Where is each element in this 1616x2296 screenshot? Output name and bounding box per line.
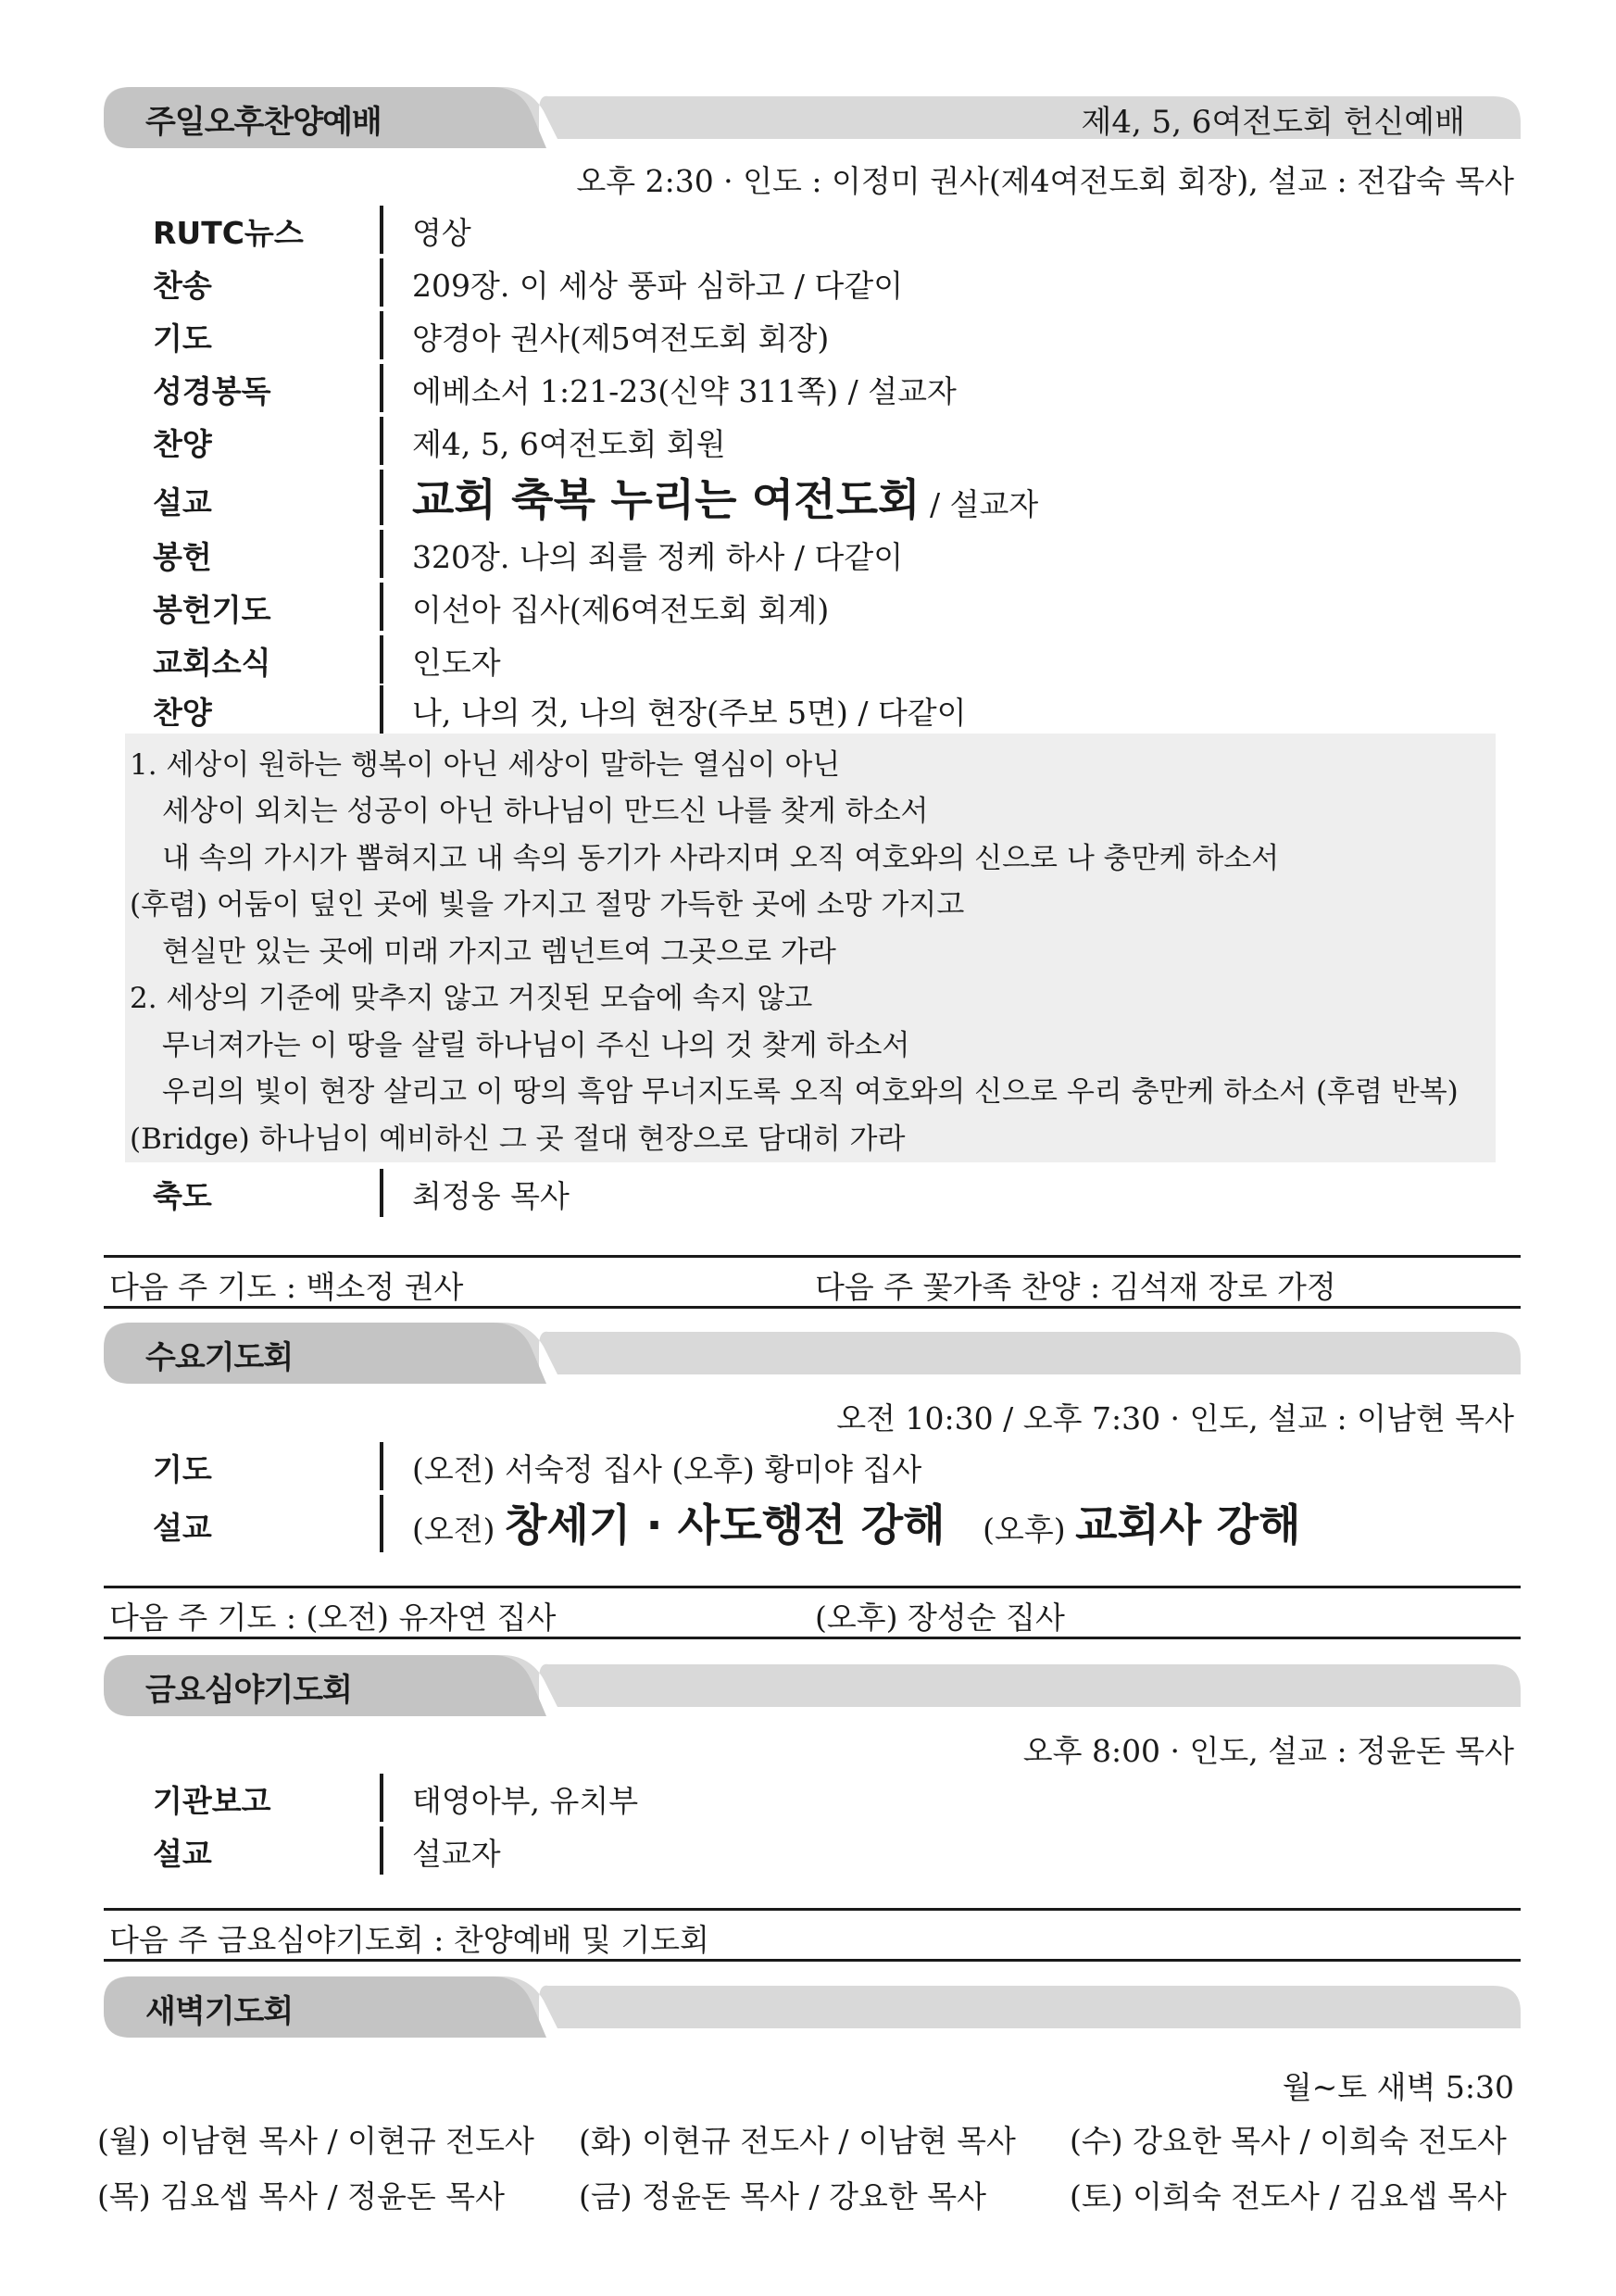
order-label: RUTC뉴스 [153,215,304,251]
order-value: 이선아 집사(제6여전도회 회계) [412,592,830,628]
divider [380,583,383,631]
order-label: 찬양 [153,426,212,462]
divider-line [104,1959,1521,1962]
order-label: 봉헌기도 [153,592,271,628]
divider-line [104,1637,1521,1639]
section-title: 새벽기도회 [145,1993,294,2030]
divider-line [104,1908,1521,1911]
lyric-line: 1. 세상이 원하는 행복이 아닌 세상이 말하는 열심이 아닌 [130,748,841,782]
order-label: 기관보고 [153,1783,271,1819]
order-label: 찬양 [153,695,212,731]
next-week-prayer-am: 다음 주 기도 : (오전) 유자연 집사 [109,1600,557,1636]
dawn-day: (토) 이희숙 전도사 / 김요셉 목사 [1070,2178,1507,2214]
order-label: 성경봉독 [153,373,271,409]
order-value: 에베소서 1:21-23(신약 311쪽) / 설교자 [412,373,957,409]
divider-line [104,1255,1521,1258]
service-info: 오후 8:00 · 인도, 설교 : 정윤돈 목사 [1022,1733,1514,1769]
order-value: 320장. 나의 죄를 정케 하사 / 다같이 [412,539,904,575]
dawn-day: (월) 이남현 목사 / 이현규 전도사 [97,2123,534,2159]
lyric-line: 내 속의 가시가 뽑혀지고 내 속의 동기가 사라지며 오직 여호와의 신으로 나 충만케 하소서 [162,842,1280,875]
order-value: (오전) 서숙정 집사 (오후) 황미야 집사 [412,1451,922,1487]
section-header-friday [104,1653,1521,1718]
lyric-line: 무너져가는 이 땅을 살릴 하나님이 주신 나의 것 찾게 하소서 [162,1029,910,1062]
order-label: 교회소식 [153,645,271,681]
divider-line [104,1586,1521,1588]
order-label: 설교 [153,1836,212,1872]
section-header-sunday [104,85,1521,150]
service-subtitle: 제4, 5, 6여전도회 헌신예배 [1081,104,1465,141]
service-info: 오전 10:30 / 오후 7:30 · 인도, 설교 : 이남현 목사 [836,1400,1514,1437]
section-title: 금요심야기도회 [145,1672,352,1709]
sermon-titles [412,1491,1300,1553]
section-title: 수요기도회 [145,1339,294,1376]
divider [380,1495,383,1552]
divider [380,311,383,359]
divider [380,685,383,734]
divider [380,530,383,578]
divider [380,1774,383,1822]
order-label: 설교 [153,484,212,521]
order-value: 설교자 [412,1836,501,1872]
divider [380,1442,383,1490]
order-label: 봉헌 [153,539,212,575]
dawn-day: (금) 정윤돈 목사 / 강요한 목사 [579,2178,986,2214]
divider [380,635,383,684]
next-week-prayer: 다음 주 기도 : 백소정 권사 [109,1269,464,1305]
service-info: 오후 2:30 · 인도 : 이정미 권사(제4여전도회 회장), 설교 : 전갑숙 목사 [576,163,1514,199]
sermon-title-line [412,466,1038,528]
order-value: 태영아부, 유치부 [412,1783,639,1819]
lyric-line: 2. 세상의 기준에 맞추지 않고 거짓된 모습에 속지 않고 [130,982,813,1015]
order-value: 209장. 이 세상 풍파 심하고 / 다같이 [412,268,904,304]
lyric-line: 우리의 빛이 현장 살리고 이 땅의 흑암 무너지도록 오직 여호와의 신으로 우리 충만케 하소서 (후렴 반복) [162,1075,1459,1109]
next-week-flower: 다음 주 꽃가족 찬양 : 김석재 장로 가정 [815,1269,1336,1305]
order-label: 찬송 [153,268,212,304]
order-value: 제4, 5, 6여전도회 회원 [412,426,726,462]
next-week-prayer-pm: (오후) 장성순 집사 [815,1600,1065,1636]
divider [380,470,383,525]
order-label: 기도 [153,1451,212,1487]
section-header-tab-shape [104,1975,1521,2039]
lyric-line: 세상이 외치는 성공이 아닌 하나님이 만드신 나를 찾게 하소서 [162,795,929,828]
lyrics-box [125,734,1496,1162]
am-sermon-title: 창세기 · 사도행전 강해 [505,1500,946,1551]
order-value: 최정웅 목사 [412,1178,570,1214]
divider [380,417,383,465]
section-header-wednesday [104,1321,1521,1386]
order-label: 설교 [153,1510,212,1546]
divider [380,206,383,254]
order-label: 기도 [153,320,212,357]
dawn-day: (화) 이현규 전도사 / 이남현 목사 [579,2123,1016,2159]
divider [380,1169,383,1217]
pm-sermon-title: 교회사 강해 [1075,1500,1301,1551]
pm-tag: (오후) [983,1512,1066,1548]
order-value: 영상 [412,215,471,251]
sermon-speaker: / 설교자 [920,486,1039,522]
section-title: 주일오후찬양예배 [145,104,382,141]
order-label: 축도 [153,1178,212,1214]
next-week-friday: 다음 주 금요심야기도회 : 찬양예배 및 기도회 [109,1922,709,1958]
lyric-line: (후렴) 어둠이 덮인 곳에 빛을 가지고 절망 가득한 곳에 소망 가지고 [130,888,965,922]
lyric-line: 현실만 있는 곳에 미래 가지고 렘넌트여 그곳으로 가라 [162,935,836,969]
section-header-tab-shape [104,1321,1521,1386]
divider [380,364,383,412]
section-header-dawn [104,1975,1521,2039]
divider [380,1826,383,1875]
sermon-title: 교회 축복 누리는 여전도회 [412,475,921,526]
am-tag: (오전) [412,1512,495,1548]
dawn-day: (수) 강요한 목사 / 이희숙 전도사 [1070,2123,1507,2159]
order-value: 나, 나의 것, 나의 현장(주보 5면) / 다같이 [412,695,967,731]
order-value: 양경아 권사(제5여전도회 회장) [412,320,830,357]
order-value: 인도자 [412,645,501,681]
dawn-time: 월~토 새벽 5:30 [1282,2069,1514,2105]
lyric-line: (Bridge) 하나님이 예비하신 그 곳 절대 현장으로 담대히 가라 [130,1123,906,1156]
divider-line [104,1306,1521,1309]
dawn-day: (목) 김요셉 목사 / 정윤돈 목사 [97,2178,505,2214]
divider [380,258,383,307]
